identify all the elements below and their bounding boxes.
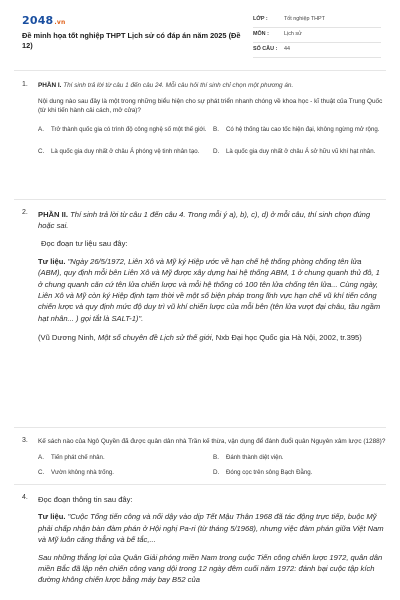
option-a[interactable] bbox=[38, 122, 213, 140]
option-text: Tiến phát chế nhân. bbox=[51, 453, 105, 461]
part-label: PHẦN II. bbox=[38, 210, 68, 219]
citation-post: , Nxb Đại học Quốc gia Hà Nội, 2002, tr.395) bbox=[211, 333, 362, 343]
option-d[interactable] bbox=[213, 144, 388, 162]
option-d[interactable] bbox=[213, 468, 388, 479]
meta-count-value: 44 bbox=[284, 46, 290, 52]
question-text: Nội dung nào sau đây là một trong những biểu hiện cho sự phát triển nhanh chóng về khoa học - kĩ thuật của Trung Quốc (từ khi tiến hành cải cách, mở cửa)? bbox=[38, 97, 383, 114]
question-number: 3. bbox=[22, 437, 28, 444]
option-letter: D. bbox=[213, 148, 220, 156]
option-text: Có hệ thống tàu cao tốc hiện đại, không ngừng mở rộng. bbox=[226, 126, 380, 134]
source-material bbox=[38, 256, 386, 324]
question-number: 1. bbox=[22, 81, 28, 88]
read-prompt: Đọc đoạn thông tin sau đây: bbox=[38, 495, 133, 504]
option-letter: B. bbox=[213, 453, 219, 461]
meta-count-row bbox=[253, 43, 381, 58]
material-label: Tư liệu. bbox=[38, 256, 66, 266]
meta-subject-key: MÔN : bbox=[253, 31, 269, 37]
site-logo[interactable] bbox=[22, 14, 65, 27]
option-letter: A. bbox=[38, 453, 44, 461]
source-material-continued bbox=[38, 552, 386, 586]
option-letter: D. bbox=[213, 468, 220, 476]
option-b[interactable] bbox=[213, 453, 388, 464]
material-text: "Ngày 26/5/1972, Liên Xô và Mỹ ký Hiệp ước về hạn chế hệ thống phòng chống tên lửa (ABM), quy định mỗi bên Liên Xô và Mỹ được xây dựng hai hệ thống ABM, 1 ở chung quanh thủ đô, 1 ở chung quanh căn cứ tên lửa chiến lược và mỗi hệ thống có 100 tên lửa chống tên lửa... Cùng ngày, Liên Xô và Mỹ còn ký Hiệp định tạm thời về một số biện pháp trong lĩnh vực hạn chế vũ khí tiến công chiến lược và quy định mức độ duy trì vũ khí chiến lược của mỗi bên (tên lửa vượt đại châu, tầu ngầm hạt nhân... ) gọi tắt là SALT-1)". bbox=[38, 256, 381, 323]
logo-main: 2048 bbox=[22, 14, 54, 27]
exam-header bbox=[0, 0, 400, 66]
option-text: Đóng cọc trên sông Bạch Đằng. bbox=[226, 468, 313, 476]
meta-class-value: Tốt nghiệp THPT bbox=[284, 16, 325, 22]
question-1 bbox=[22, 81, 386, 162]
answer-options bbox=[38, 122, 386, 162]
citation-pre: (Vũ Dương Ninh, bbox=[38, 333, 98, 343]
meta-class-row bbox=[253, 13, 381, 28]
option-b[interactable] bbox=[213, 122, 388, 140]
part-instruction bbox=[38, 209, 386, 232]
material-text: "Cuộc Tổng tiến công và nổi dậy vào dịp Tết Mậu Thân 1968 đã tác động trực tiếp, buộc Mỹ phải chấp nhận bàn đàm phán ở Hội nghị Pa-ri (từ tháng 5/1968), nhưng việc đàm phán giữa Việt Nam và Mỹ luôn căng thẳng và bế tắc,... bbox=[38, 512, 384, 545]
option-text: Là quốc gia duy nhất ở châu Á sở hữu vũ khí hạt nhân. bbox=[226, 148, 376, 156]
source-citation bbox=[38, 332, 386, 343]
option-text: Trở thành quốc gia có trình độ công nghệ số một thế giới. bbox=[51, 126, 207, 134]
instruction-text: Thí sinh trả lời từ câu 1 đến câu 24. Mỗi câu hỏi thí sinh chỉ chọn một phương án. bbox=[63, 82, 294, 89]
option-letter: B. bbox=[213, 126, 219, 134]
option-text: Là quốc gia duy nhất ở châu Á phóng vệ tinh nhân tạo. bbox=[51, 148, 200, 156]
divider bbox=[14, 427, 386, 428]
option-a[interactable] bbox=[38, 453, 213, 464]
question-3 bbox=[22, 437, 386, 479]
read-prompt: Đọc đoạn tư liệu sau đây: bbox=[41, 238, 128, 248]
source-material bbox=[38, 511, 386, 545]
divider bbox=[14, 70, 386, 71]
instruction-text: Thí sinh trả lời từ câu 1 đến câu 4. Trong mỗi ý a), b), c), d) ở mỗi câu, thí sinh chọn đúng hoặc sai. bbox=[38, 210, 371, 231]
material-text-2: Sau những thắng lợi của Quân Giải phóng miền Nam trong cuộc Tiến công chiến lược 1972, quân dân miền Bắc đã lập nên chiến công vang dội trong 12 ngày đêm cuối năm 1972: đánh bại cuộc tập kích đường không chiến lược bằng máy bay B52 của bbox=[38, 552, 383, 585]
exam-title: Đề minh họa tốt nghiệp THPT Lịch sử có đáp án năm 2025 (Đề 12) bbox=[22, 31, 241, 50]
question-number: 4. bbox=[22, 494, 28, 501]
meta-subject-row bbox=[253, 28, 381, 43]
option-letter: C. bbox=[38, 148, 45, 156]
meta-subject-value: Lịch sử bbox=[284, 31, 302, 37]
option-text: Đánh thành diệt viện. bbox=[226, 453, 284, 461]
part-instruction bbox=[38, 81, 386, 91]
material-label: Tư liệu. bbox=[38, 512, 66, 522]
question-4 bbox=[22, 494, 386, 586]
question-text: Kế sách nào của Ngô Quyền đã được quân dân nhà Trần kế thừa, vận dụng để đánh đuổi quân Nguyên xâm lược (1288)? bbox=[38, 438, 386, 445]
citation-title: Một số chuyên đề Lịch sử thế giới bbox=[97, 333, 212, 343]
meta-count-key: SỐ CÂU : bbox=[253, 46, 278, 52]
question-2 bbox=[22, 209, 386, 344]
meta-class-key: LỚP : bbox=[253, 16, 268, 22]
question-number: 2. bbox=[22, 209, 28, 216]
exam-meta bbox=[253, 13, 381, 58]
part-label: PHẦN I. bbox=[38, 82, 62, 89]
option-c[interactable] bbox=[38, 144, 213, 162]
option-c[interactable] bbox=[38, 468, 213, 479]
answer-options bbox=[38, 453, 386, 479]
option-text: Vườn không nhà trống. bbox=[51, 468, 114, 476]
divider bbox=[14, 484, 386, 485]
option-letter: C. bbox=[38, 468, 45, 476]
divider bbox=[14, 199, 386, 200]
option-letter: A. bbox=[38, 126, 44, 134]
logo-suffix: .vn bbox=[54, 19, 66, 26]
